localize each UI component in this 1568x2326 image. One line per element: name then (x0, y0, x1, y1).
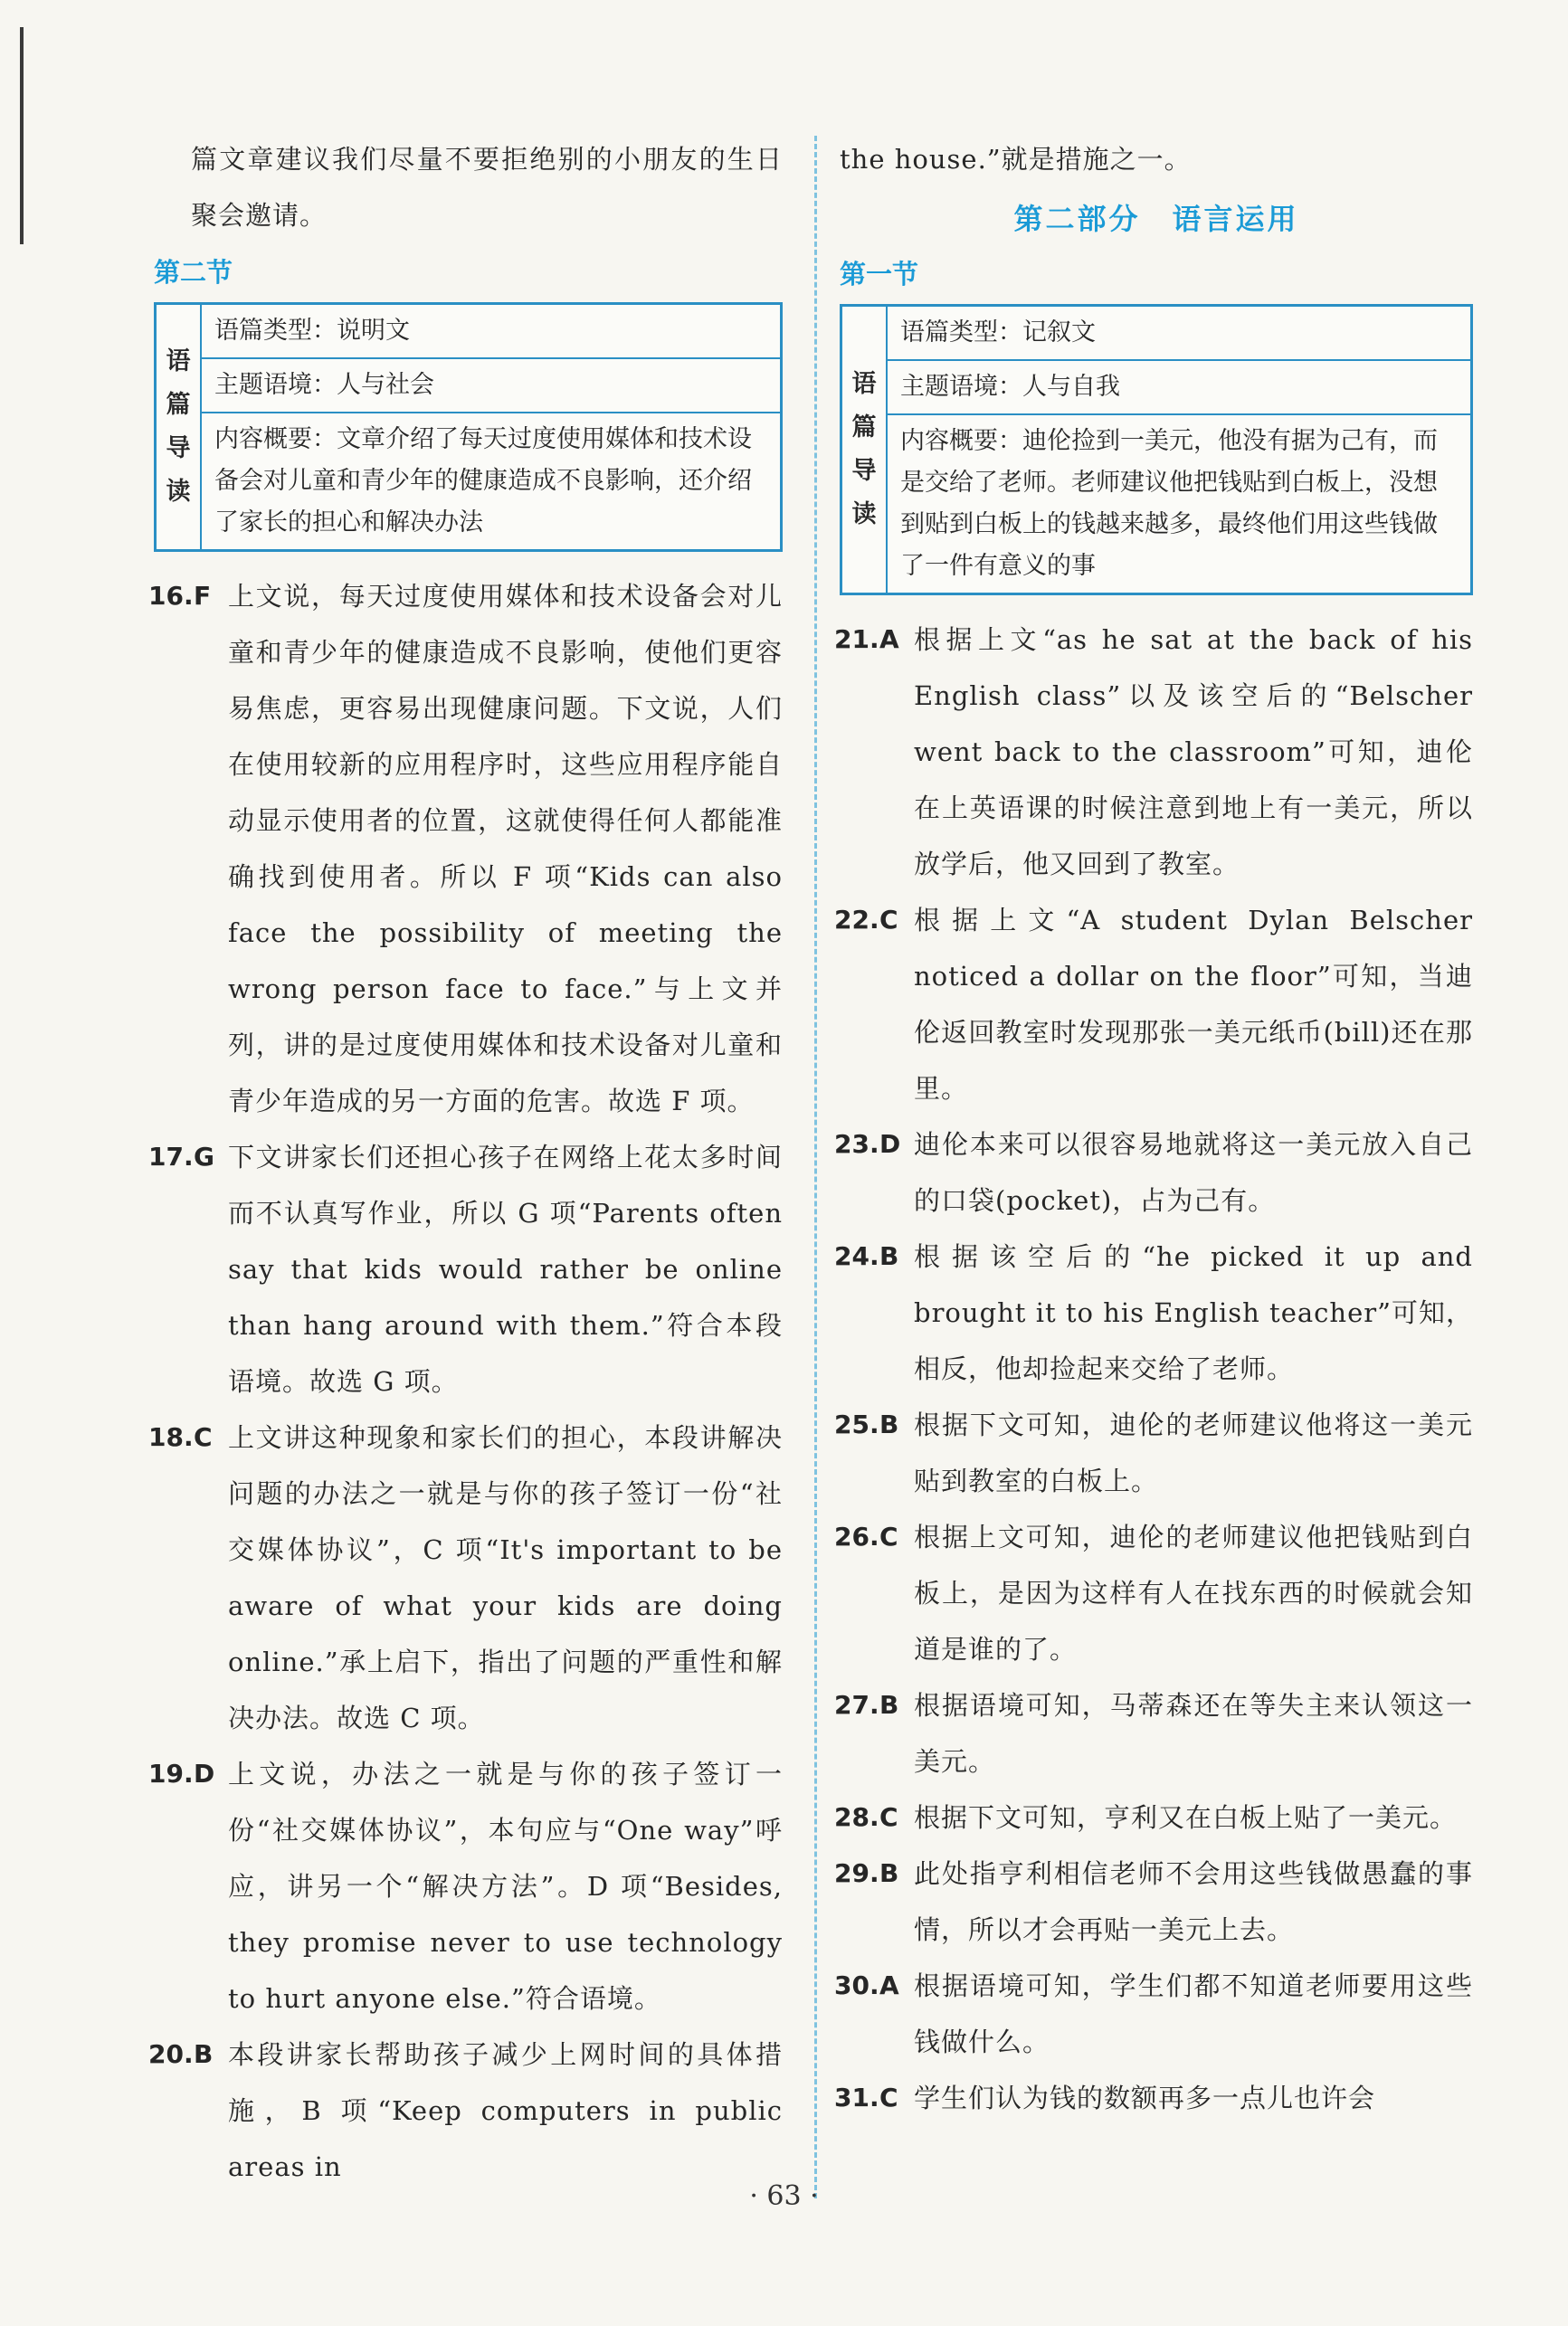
reading-guide-box (154, 302, 783, 552)
explanation-text: 根据下文可知，亨利又在白板上贴了一美元。 (914, 1802, 1458, 1833)
column-divider (814, 136, 817, 2198)
question-number: 17. (148, 1142, 194, 1172)
guide-text-type: 语篇类型：记叙文 (888, 307, 1470, 361)
answer-letter: C (879, 905, 898, 935)
page-number: · 63 · (749, 2180, 819, 2212)
answer-letter: D (879, 1129, 901, 1159)
guide-summary: 内容概要：迪伦捡到一美元，他没有据为己有，而是交给了老师。老师建议他把钱贴到白板上，没想到贴到白板上的钱越来越多，最终他们用这些钱做了一件有意义的事 (900, 427, 1438, 580)
explanation-text: 上文说，每天过度使用媒体和技术设备会对儿童和青少年的健康造成不良影响，使他们更容易焦虑，更容易出现健康问题。下文说，人们在使用较新的应用程序时，这些应用程序能自动显示使用者的位置，这就使得任何人都能准确找到使用者。所以 F 项“Kids can also face the possibility of meeting the wrong person face to face.”与上文并列，讲的是过度使用媒体和技术设备对儿童和青少年造成的另一方面的危害。故选 F 项。 (228, 581, 783, 1116)
section-title: 第一节 (840, 259, 919, 290)
explanation-text: 迪伦本来可以很容易地就将这一美元放入自己的口袋(pocket)，占为己有。 (914, 1129, 1473, 1216)
answer-item (148, 1129, 783, 1410)
question-number: 29. (834, 1858, 879, 1888)
explanation-text: 根据语境可知，马蒂森还在等失主来认领这一美元。 (914, 1690, 1473, 1777)
reading-guide-box (840, 304, 1473, 595)
answer-item (834, 612, 1473, 892)
answer-item (148, 1410, 783, 1746)
answer-list (148, 568, 783, 2195)
question-number: 30. (834, 1970, 879, 2000)
answer-letter: C (879, 2083, 898, 2112)
answer-letter: B (194, 2039, 214, 2069)
answer-letter: D (194, 1759, 215, 1789)
answer-item (834, 1790, 1473, 1846)
explanation-text: 本段讲家长帮助孩子减少上网时间的具体措施，B 项“Keep computers in public areas in (228, 2039, 783, 2182)
explanation-text: 上文讲这种现象和家长们的担心，本段讲解决问题的办法之一就是与你的孩子签订一份“社交媒体协议”，C 项“It's important to be aware of what your kids are doing online.”承上启下，指出了问题的严重性和解决办法。故选 C 项。 (228, 1422, 783, 1733)
left-column (148, 131, 783, 2195)
guide-text-type: 语篇类型：说明文 (202, 305, 780, 359)
explanation-text: 下文讲家长们还担心孩子在网络上花太多时间而不认真写作业，所以 G 项“Parents often say that kids would rather be online than hang around with them.”符合本段语境。故选 G 项。 (228, 1142, 783, 1397)
section-title: 第二节 (154, 257, 233, 288)
binding-edge-line (20, 27, 24, 244)
answer-letter: A (879, 624, 899, 654)
guide-theme: 主题语境：人与社会 (202, 359, 780, 413)
answer-item (834, 1958, 1473, 2070)
guide-tag: 语 篇 导 读 (157, 305, 202, 549)
answer-item (834, 1677, 1473, 1790)
guide-summary: 内容概要：文章介绍了每天过度使用媒体和技术设备会对儿童和青少年的健康造成不良影响，还介绍了家长的担心和解决办法 (214, 425, 752, 536)
answer-list (834, 612, 1473, 2126)
right-column (834, 131, 1473, 2126)
answer-item (834, 892, 1473, 1116)
explanation-text: 根据上文可知，迪伦的老师建议他把钱贴到白板上，是因为这样有人在找东西的时候就会知道是谁的了。 (914, 1522, 1473, 1665)
continued-paragraph: the house.”就是措施之一。 (840, 144, 1192, 175)
continued-paragraph: 篇文章建议我们尽量不要拒绝别的小朋友的生日聚会邀请。 (191, 144, 783, 231)
explanation-text: 根据语境可知，学生们都不知道老师要用这些钱做什么。 (914, 1970, 1473, 2057)
answer-letter: G (194, 1142, 214, 1172)
question-number: 19. (148, 1759, 194, 1789)
answer-item (834, 2070, 1473, 2126)
answer-letter: B (879, 1410, 899, 1439)
question-number: 22. (834, 905, 879, 935)
explanation-text: 根据该空后的“he picked it up and brought it to his English teacher”可知，相反，他却捡起来交给了老师。 (914, 1241, 1473, 1384)
answer-letter: B (879, 1858, 899, 1888)
answer-letter: C (879, 1802, 898, 1832)
answer-letter: C (879, 1522, 898, 1552)
explanation-text: 学生们认为钱的数额再多一点儿也许会 (914, 2083, 1376, 2113)
answer-letter: C (194, 1422, 213, 1452)
answer-item (834, 1116, 1473, 1229)
explanation-text: 根据下文可知，迪伦的老师建议他将这一美元贴到教室的白板上。 (914, 1410, 1473, 1496)
answer-item (834, 1846, 1473, 1958)
guide-tag: 语 篇 导 读 (842, 307, 888, 593)
explanation-text: 上文说，办法之一就是与你的孩子签订一份“社交媒体协议”，本句应与“One way”呼应，讲另一个“解决方法”。D 项“Besides, they promise never to use technology to hurt anyone else.”符合语境。 (228, 1759, 783, 2014)
answer-letter: B (879, 1690, 899, 1720)
question-number: 23. (834, 1129, 879, 1159)
answer-item (148, 568, 783, 1129)
explanation-text: 此处指亨利相信老师不会用这些钱做愚蠢的事情，所以才会再贴一美元上去。 (914, 1858, 1473, 1945)
question-number: 18. (148, 1422, 194, 1452)
answer-item (834, 1397, 1473, 1509)
answer-item (148, 2027, 783, 2195)
question-number: 26. (834, 1522, 879, 1552)
answer-item (148, 1746, 783, 2027)
question-number: 28. (834, 1802, 879, 1832)
question-number: 20. (148, 2039, 194, 2069)
question-number: 25. (834, 1410, 879, 1439)
question-number: 27. (834, 1690, 879, 1720)
guide-theme: 主题语境：人与自我 (888, 361, 1470, 415)
explanation-text: 根据上文“A student Dylan Belscher noticed a dollar on the floor”可知，当迪伦返回教室时发现那张一美元纸币(bill)还在那里。 (914, 905, 1473, 1104)
answer-item (834, 1509, 1473, 1677)
question-number: 21. (834, 624, 879, 654)
answer-item (834, 1229, 1473, 1397)
answer-letter: F (194, 581, 212, 611)
answer-letter: A (879, 1970, 899, 2000)
part-title: 第二部分 语言运用 (1013, 202, 1299, 236)
answer-letter: B (879, 1241, 899, 1271)
question-number: 16. (148, 581, 194, 611)
question-number: 31. (834, 2083, 879, 2112)
question-number: 24. (834, 1241, 879, 1271)
explanation-text: 根据上文“as he sat at the back of his English class”以及该空后的“Belscher went back to the classroom”可知，迪伦在上英语课的时候注意到地上有一美元，所以放学后，他又回到了教室。 (914, 624, 1473, 879)
